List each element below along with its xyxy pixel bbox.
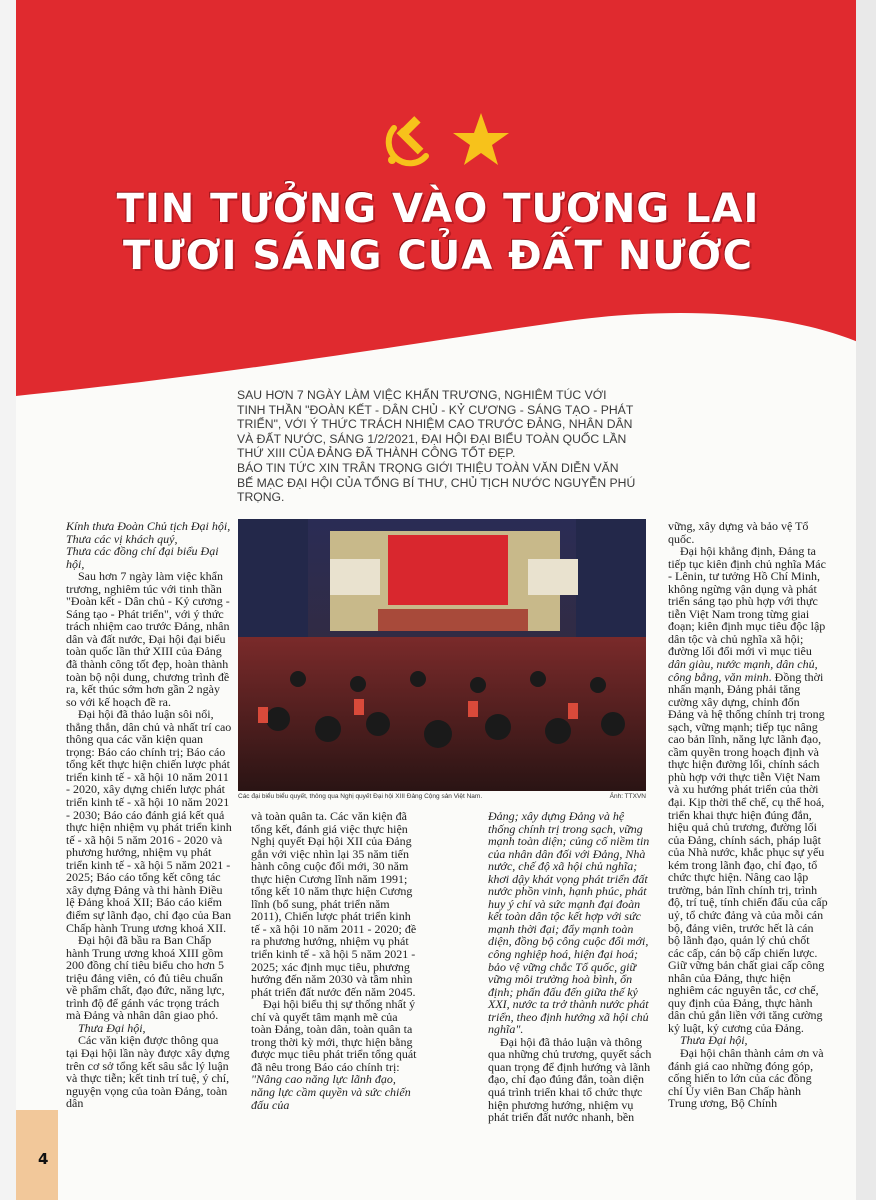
headline-line-2: TƯƠI SÁNG CỦA ĐẤT NƯỚC (122, 233, 754, 279)
body-paragraph (668, 545, 828, 1034)
body-paragraph: Đại hội chân thành cảm ơn và đánh giá cao những đóng góp, cống hiến to lớn của các đồng chí Ủy viên Ban Chấp hành Trung ương, Bộ Chính (668, 1045, 824, 1111)
page-number: 4 (38, 1150, 49, 1168)
emphasis-text: dân giàu, nước mạnh, dân chủ, công bằng, văn minh (668, 657, 818, 684)
greeting-2: Thưa các vị khách quý, (66, 531, 178, 546)
column-4 (668, 520, 828, 1110)
intro-lead (237, 388, 637, 505)
column-1-upper (66, 520, 232, 1110)
intro-paragraph-2: BÁO TIN TỨC XIN TRÂN TRỌNG GIỚI THIỆU TOÀN VĂN DIỄN VĂN BẾ MẠC ĐẠI HỘI CỦA TỔNG BÍ THƯ, CHỦ TỊCH NƯỚC NGUYỄN PHÚ TRỌNG. (237, 460, 636, 505)
body-paragraph: Thưa Đại hội, (78, 1020, 146, 1035)
column-3 (488, 810, 654, 1124)
body-paragraph (251, 998, 417, 1111)
photo-credit: Ảnh: TTXVN (609, 793, 646, 800)
quote-paragraph: Đảng; xây dựng Đảng và hệ thống chính trị trong sạch, vững mạnh toàn diện; củng cố niềm tin của nhân dân đối với Đảng, Nhà nước, chế độ xã hội chủ nghĩa; khơi dậy khát vọng phát triển đất nước phồn vinh, hạnh phúc, phát huy ý chí và sức mạnh đại đoàn kết toàn dân tộc kết hợp với sức mạnh thời đại; đẩy mạnh toàn diện, đồng bộ công cuộc đổi mới, công nghiệp hoá, hiện đại hoá; bảo vệ vững chắc Tổ quốc, giữ vững môi trường hoà bình, ổn định; phấn đấu đến giữa thế kỷ XXI, nước ta trở thành nước phát triển, theo định hướng xã hội chủ nghĩa". (488, 809, 650, 1037)
body-paragraph: Thưa Đại hội, (680, 1033, 748, 1048)
caption-text: Các đại biểu biểu quyết, thông qua Nghị quyết Đại hội XIII Đảng Cộng sản Việt Nam. (238, 793, 483, 800)
body-paragraph: vững, xây dựng và bảo vệ Tổ quốc. (668, 519, 809, 546)
quote-text: "Nâng cao năng lực lãnh đạo, năng lực cầm quyền và sức chiến đấu của (251, 1072, 411, 1112)
body-paragraph: Sau hơn 7 ngày làm việc khẩn trương, nghiêm túc với tinh thần "Đoàn kết - Dân chủ - Kỷ cương - Sáng tạo - Phát triển", với ý thức trách nhiệm cao trước Đảng, nhân dân và đất nước, Đại hội đại biểu toàn quốc lần thứ XIII của Đảng đã thành công tốt đẹp, hoàn thành toàn bộ nội dung, chương trình đề ra, kết thúc sớm hơn gần 2 ngày so với kế hoạch đề ra. (66, 569, 230, 709)
greeting-1: Kính thưa Đoàn Chủ tịch Đại hội, (66, 519, 231, 533)
body-paragraph: Đại hội đã bầu ra Ban Chấp hành Trung ương khoá XIII gồm 200 đồng chí tiêu biểu cho hơn 5 triệu đảng viên, có đủ tiêu chuẩn về phẩm chất, đạo đức, năng lực, trình độ để gánh vác trọng trách mà Đảng và nhân dân giao phó. (66, 933, 225, 1023)
body-text: Đại hội khẳng định, Đảng ta tiếp tục kiên định chủ nghĩa Mác - Lênin, tư tưởng Hồ Chí Minh, không ngừng vận dụng và phát triển sáng tạo phù hợp với thực tiễn Việt Nam trong từng giai đoạn; kiên định mục tiêu độc lập dân tộc và chủ nghĩa xã hội; đường lối đổi mới vì mục tiêu (668, 544, 826, 659)
body-paragraph: Các văn kiện được thông qua tại Đại hội lần này được xây dựng trên cơ sở tổng kết sâu sắc lý luận và thực tiễn; kết tinh trí tuệ, ý chí, nguyện vọng của toàn Đảng, toàn dân (66, 1033, 230, 1111)
intro-paragraph-1: SAU HƠN 7 NGÀY LÀM VIỆC KHẨN TRƯƠNG, NGHIÊM TÚC VỚI TINH THẦN "ĐOÀN KẾT - DÂN CHỦ - KỶ CƯƠNG - SÁNG TẠO - PHÁT TRIỂN", VỚI Ý THỨC TRÁCH NHIỆM CAO TRƯỚC ĐẢNG, NHÂN DÂN VÀ ĐẤT NƯỚC, SÁNG 1/2/2021, ĐẠI HỘI ĐẠI BIỂU TOÀN QUỐC LẦN THỨ XIII CỦA ĐẢNG ĐÃ THÀNH CÔNG TỐT ĐẸP. (237, 388, 634, 461)
headline-line-1: TIN TƯỞNG VÀO TƯƠNG LAI (116, 186, 760, 232)
body-paragraph: Đại hội đã thảo luận và thông qua những chủ trương, quyết sách quan trọng để định hướng và lãnh đạo, chỉ đạo đúng đắn, toàn diện quá trình triển khai tổ chức thực hiện phương hướng, nhiệm vụ phát triển đất nước nhanh, bền (488, 1034, 652, 1125)
greeting-3: Thưa các đồng chí đại biểu Đại hội, (66, 544, 219, 571)
photo-caption (238, 793, 646, 800)
body-paragraph: và toàn quân ta. Các văn kiện đã tổng kết, đánh giá việc thực hiện Nghị quyết Đại hội XII của Đảng gắn với việc nhìn lại 35 năm tiến hành công cuộc đổi mới, 30 năm thực hiện Cương lĩnh năm 1991; tổng kết 10 năm thực hiện Cương lĩnh (bổ sung, phát triển năm 2011), Chiến lược phát triển kinh tế - xã hội 10 năm 2011 - 2020; đề ra phương hướng, nhiệm vụ phát triển kinh tế - xã hội 5 năm 2021 - 2025; xác định mục tiêu, phương hướng đến năm 2030 và tầm nhìn phát triển đất nước đến năm 2045. (251, 809, 417, 999)
congress-photo (238, 519, 646, 791)
body-text: . Đồng thời nhấn mạnh, Đảng phải tăng cường xây dựng, chỉnh đốn Đảng và hệ thống chính trị trong sạch, vững mạnh; tiếp tục nâng cao bản lĩnh, năng lực lãnh đạo, cầm quyền trong hoạch định và thực hiện đường lối, chính sách phù hợp với thực tiễn Việt Nam và xu hướng phát triển của thời đại. Kịp thời thể chế, cụ thể hoá, triển khai thực hiện đúng đắn, hiệu quả chủ trương, đường lối của Đảng, chính sách, pháp luật của Nhà nước, khắc phục sự yếu kém trong lãnh đạo, chỉ đạo, tổ chức thực hiện. Nâng cao lập trường, bản lĩnh chính trị, trình độ, trí tuệ, tính chiến đấu của cấp uỷ, tổ chức đảng và của mỗi cán bộ, đảng viên, trước hết là cán bộ lãnh đạo, quản lý chủ chốt các cấp, cán bộ cấp chiến lược. Giữ vững bản chất giai cấp công nhân của Đảng, thực hiện nghiêm các nguyên tắc, cơ chế, quy định của Đảng, thực hành dân chủ gắn liền với tăng cường kỷ luật, kỷ cương của Đảng. (668, 669, 828, 1035)
page-corner-tab (16, 1110, 58, 1200)
page-edge-right (856, 0, 876, 1200)
body-text: Đại hội biểu thị sự thống nhất ý chí và quyết tâm mạnh mẽ của toàn Đảng, toàn dân, toàn quân ta trong thời kỳ mới, thực hiện bằng được mục tiêu phát triển tổng quát đã nêu trong Báo cáo chính trị: (251, 997, 417, 1074)
column-2 (251, 810, 417, 1111)
body-paragraph: Đại hội đã thảo luận sôi nổi, thẳng thắn, dân chủ và nhất trí cao thông qua các văn kiện quan trọng: Báo cáo chính trị; Báo cáo tổng kết thực hiện chiến lược phát triển kinh tế - xã hội 10 năm 2011 - 2020, xây dựng chiến lược phát triển kinh tế - xã hội 10 năm 2021 - 2030; Báo cáo đánh giá kết quả thực hiện nhiệm vụ phát triển kinh tế - xã hội 5 năm 2016 - 2020 và phương hướng, nhiệm vụ phát triển kinh tế - xã hội 5 năm 2021 - 2025; Báo cáo tổng kết công tác xây dựng Đảng và thi hành Điều lệ Đảng khoá XII; Báo cáo kiểm điểm sự lãnh đạo, chỉ đạo của Ban Chấp hành Trung ương khoá XII. (66, 707, 232, 935)
